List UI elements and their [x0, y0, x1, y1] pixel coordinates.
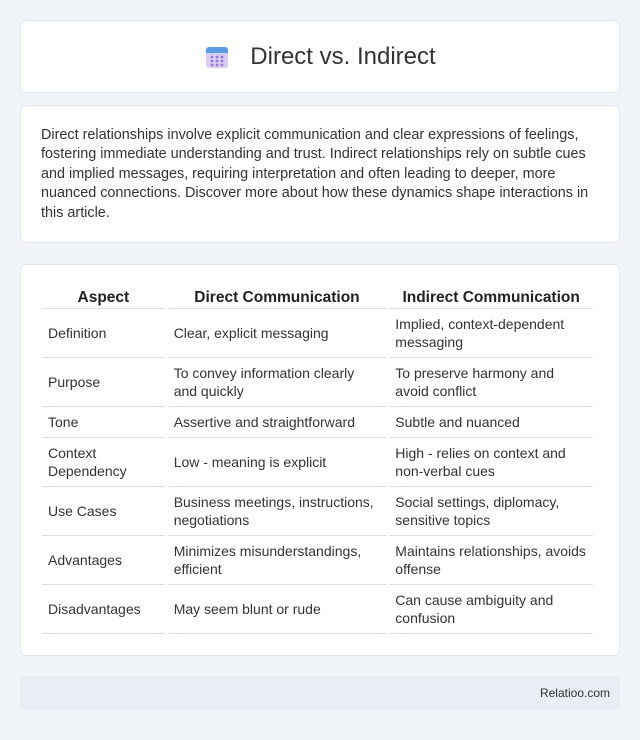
- footer-brand: Relatioo.com: [539, 686, 610, 700]
- cell-direct: May seem blunt or rude: [168, 585, 387, 634]
- page-title: Direct vs. Indirect: [250, 42, 436, 70]
- cell-indirect: Subtle and nuanced: [389, 407, 593, 438]
- table-row: [42, 358, 593, 407]
- cell-aspect: Purpose: [42, 358, 165, 407]
- cell-aspect: Advantages: [42, 536, 165, 585]
- cell-indirect: Maintains relationships, avoids offense: [389, 536, 593, 585]
- cell-aspect: Context Dependency: [42, 438, 165, 487]
- cell-indirect: Implied, context-dependent messaging: [389, 309, 593, 358]
- cell-direct: Business meetings, instructions, negotiations: [168, 487, 387, 536]
- intro-text: Direct relationships involve explicit communication and clear expressions of feelings, fostering immediate understanding and trust. Indirect relationships rely on subtle cues and implied messages, requiring interpretation and often leading to deeper, more nuanced connections. Discover more about how these dynamics shape interactions in this article.: [41, 127, 589, 221]
- cell-aspect: Use Cases: [42, 487, 165, 536]
- cell-direct: To convey information clearly and quickly: [168, 358, 387, 407]
- calendar-icon: [204, 44, 230, 70]
- footer: [20, 676, 620, 710]
- cell-direct: Clear, explicit messaging: [168, 309, 387, 358]
- comparison-table: [39, 285, 596, 634]
- cell-direct: Minimizes misunderstandings, efficient: [168, 536, 387, 585]
- cell-indirect: To preserve harmony and avoid conflict: [389, 358, 593, 407]
- cell-indirect: Can cause ambiguity and confusion: [389, 585, 593, 634]
- cell-aspect: Disadvantages: [42, 585, 165, 634]
- header-aspect: Aspect: [42, 285, 165, 309]
- table-row: [42, 536, 593, 585]
- cell-indirect: Social settings, diplomacy, sensitive topics: [389, 487, 593, 536]
- table-row: [42, 407, 593, 438]
- table-header-row: [42, 285, 593, 309]
- cell-direct: Assertive and straightforward: [168, 407, 387, 438]
- comparison-card: [20, 264, 620, 656]
- table-row: [42, 487, 593, 536]
- cell-aspect: Tone: [42, 407, 165, 438]
- cell-aspect: Definition: [42, 309, 165, 358]
- cell-indirect: High - relies on context and non-verbal cues: [389, 438, 593, 487]
- table-row: [42, 309, 593, 358]
- header-direct: Direct Communication: [168, 285, 387, 309]
- header-indirect: Indirect Communication: [389, 285, 593, 309]
- intro-card: [20, 105, 620, 243]
- title-card: [20, 20, 620, 93]
- title-wrap: [204, 43, 435, 71]
- cell-direct: Low - meaning is explicit: [168, 438, 387, 487]
- table-row: [42, 438, 593, 487]
- table-row: [42, 585, 593, 634]
